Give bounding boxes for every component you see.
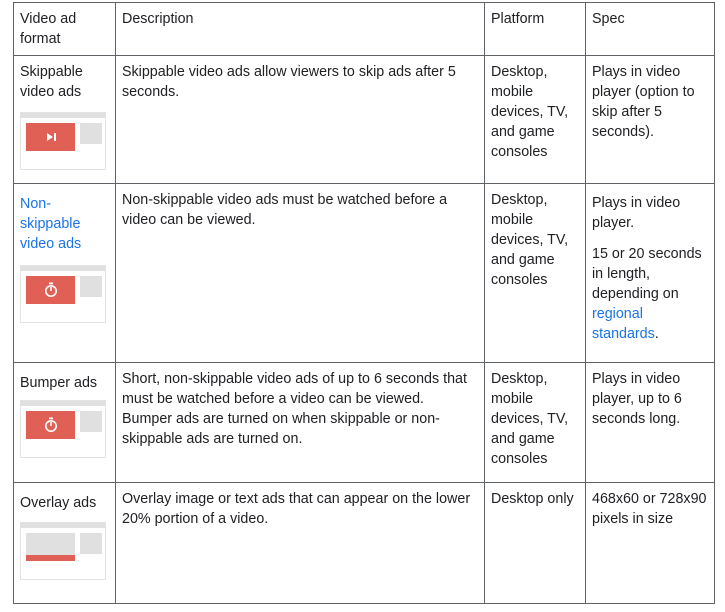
header-video-ad-format: Video ad format — [14, 3, 116, 56]
spec-paragraph-2 — [592, 244, 708, 344]
side-placeholder — [80, 123, 102, 144]
format-cell — [14, 184, 116, 363]
description-cell: Overlay image or text ads that can appear on the lower 20% portion of a video. — [116, 483, 485, 604]
spec-period: . — [654, 326, 659, 342]
video-player-area — [26, 411, 75, 439]
table-header-row — [14, 3, 715, 56]
non-skippable-link[interactable]: Non-skippable video ads — [20, 196, 82, 252]
platform-cell: Desktop only — [485, 483, 586, 604]
platform-cell: Desktop, mobile devices, TV, and game consoles — [485, 56, 586, 184]
side-placeholder — [80, 411, 102, 432]
description-cell: Skippable video ads allow viewers to skip ads after 5 seconds. — [116, 56, 485, 184]
description-cell: Non-skippable video ads must be watched before a video can be viewed. — [116, 184, 485, 363]
skip-icon — [26, 123, 75, 151]
format-cell — [14, 56, 116, 184]
spec-paragraph-1: Plays in video player. — [592, 195, 681, 231]
format-cell — [14, 483, 116, 604]
video-player-area — [26, 276, 75, 304]
spec-cell: Plays in video player (option to skip after 5 seconds). — [586, 56, 715, 184]
table-row — [14, 483, 715, 604]
timer-icon — [26, 276, 75, 304]
table-row — [14, 363, 715, 483]
table-row — [14, 184, 715, 363]
header-description: Description — [116, 3, 485, 56]
skippable-ad-thumbnail — [20, 112, 106, 170]
platform-cell: Desktop, mobile devices, TV, and game consoles — [485, 184, 586, 363]
regional-standards-link[interactable]: regional standards — [592, 306, 655, 342]
header-platform: Platform — [485, 3, 586, 56]
spec-cell — [586, 184, 715, 363]
format-name: Bumper ads — [20, 375, 98, 391]
format-name: Skippable video ads — [20, 64, 83, 100]
spec-cell: Plays in video player, up to 6 seconds long. — [586, 363, 715, 483]
format-cell — [14, 363, 116, 483]
side-placeholder — [80, 533, 102, 554]
timer-icon — [26, 411, 75, 439]
overlay-bar-icon — [26, 555, 75, 561]
non-skippable-ad-thumbnail — [20, 265, 106, 323]
overlay-ad-thumbnail — [20, 522, 106, 580]
header-spec: Spec — [586, 3, 715, 56]
ad-formats-table — [13, 2, 715, 604]
table-row — [14, 56, 715, 184]
spec-cell: 468x60 or 728x90 pixels in size — [586, 483, 715, 604]
side-placeholder — [80, 276, 102, 297]
spec-text: 15 or 20 seconds in length, depending on — [592, 246, 702, 302]
platform-cell: Desktop, mobile devices, TV, and game consoles — [485, 363, 586, 483]
video-player-area — [26, 123, 75, 151]
format-name: Overlay ads — [20, 495, 97, 511]
description-cell: Short, non-skippable video ads of up to 6 seconds that must be watched before a video can be viewed. Bumper ads are turned on when skippable or non-skippable ads are turned on. — [116, 363, 485, 483]
bumper-ad-thumbnail — [20, 400, 106, 458]
